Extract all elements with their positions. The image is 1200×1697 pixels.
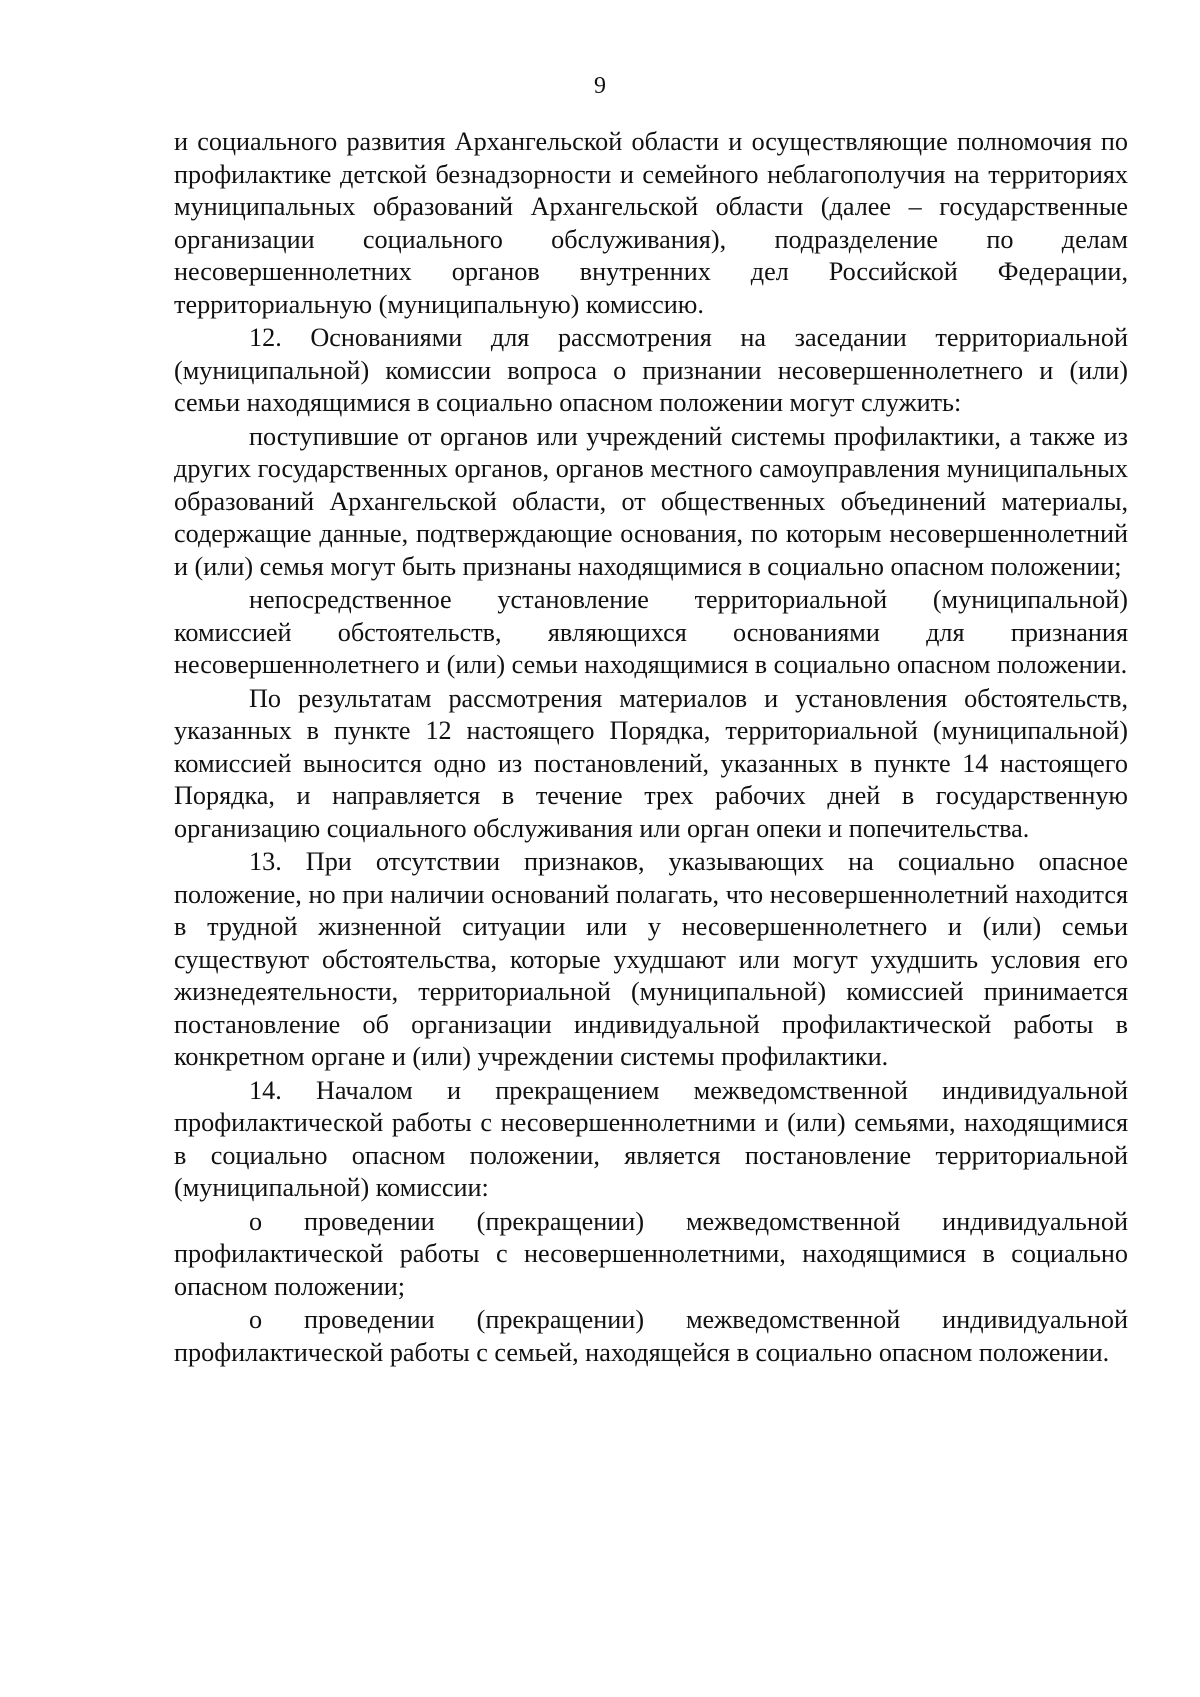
document-body [174, 126, 1128, 1370]
page-number: 9 [594, 73, 606, 99]
paragraph-item-12-basis-materials: поступившие от органов или учреждений системы профилактики, а также из других государственных органов, органов местного самоуправления муниципальных образований Архангельской области, от общественных объединений материалы, содержащие данные, подтверждающие основания, по которым несовершеннолетний и (или) семья могут быть признаны находящимися в социально опасном положении; [174, 421, 1128, 581]
paragraph-item-13: 13. При отсутствии признаков, указывающих на социально опасное положение, но при наличии оснований полагать, что несовершеннолетний находится в трудной жизненной ситуации или у несовершеннолетнего и (или) семьи существуют обстоятельства, которые ухудшают или могут ухудшить условия его жизнедеятельности, территориальной (муниципальной) комиссией принимается постановление об организации индивидуальной профилактической работы в конкретном органе и (или) учреждении системы профилактики. [174, 847, 1128, 1071]
paragraph-item-14: 14. Началом и прекращением межведомственной индивидуальной профилактической работы с несовершеннолетними и (или) семьями, находящимися в социально опасном положении, является постановление территориальной (муниципальной) комиссии: [174, 1075, 1128, 1202]
paragraph-item-12: 12. Основаниями для рассмотрения на заседании территориальной (муниципальной) комиссии вопроса о признании несовершеннолетнего и (или) семьи находящимися в социально опасном положении могут служить: [174, 323, 1128, 417]
paragraph-item-12-basis-direct: непосредственное установление территориальной (муниципальной) комиссией обстоятельств, являющихся основаниями для признания несовершеннолетнего и (или) семьи находящимися в социально опасном положении. [174, 585, 1128, 679]
paragraph-item-14-family: о проведении (прекращении) межведомственной индивидуальной профилактической работы с семьей, находящейся в социально опасном положении. [174, 1305, 1128, 1367]
paragraph-item-14-minors: о проведении (прекращении) межведомственной индивидуальной профилактической работы с несовершеннолетними, находящимися в социально опасном положении; [174, 1206, 1128, 1301]
paragraph-results: По результатам рассмотрения материалов и установления обстоятельств, указанных в пункте 12 настоящего Порядка, территориальной (муниципальной) комиссией выносится одно из постановлений, указанных в пункте 14 настоящего Порядка, и направляется в течение трех рабочих дней в государственную организацию социального обслуживания или орган опеки и попечительства. [174, 683, 1128, 843]
paragraph-continuation: и социального развития Архангельской области и осуществляющие полномочия по профилактике детской безнадзорности и семейного неблагополучия на территориях муниципальных образований Архангельской области (далее – государственные организации социального обслуживания), подразделение по делам несовершеннолетних органов внутренних дел Российской Федерации, территориальную (муниципальную) комиссию. [174, 127, 1128, 319]
